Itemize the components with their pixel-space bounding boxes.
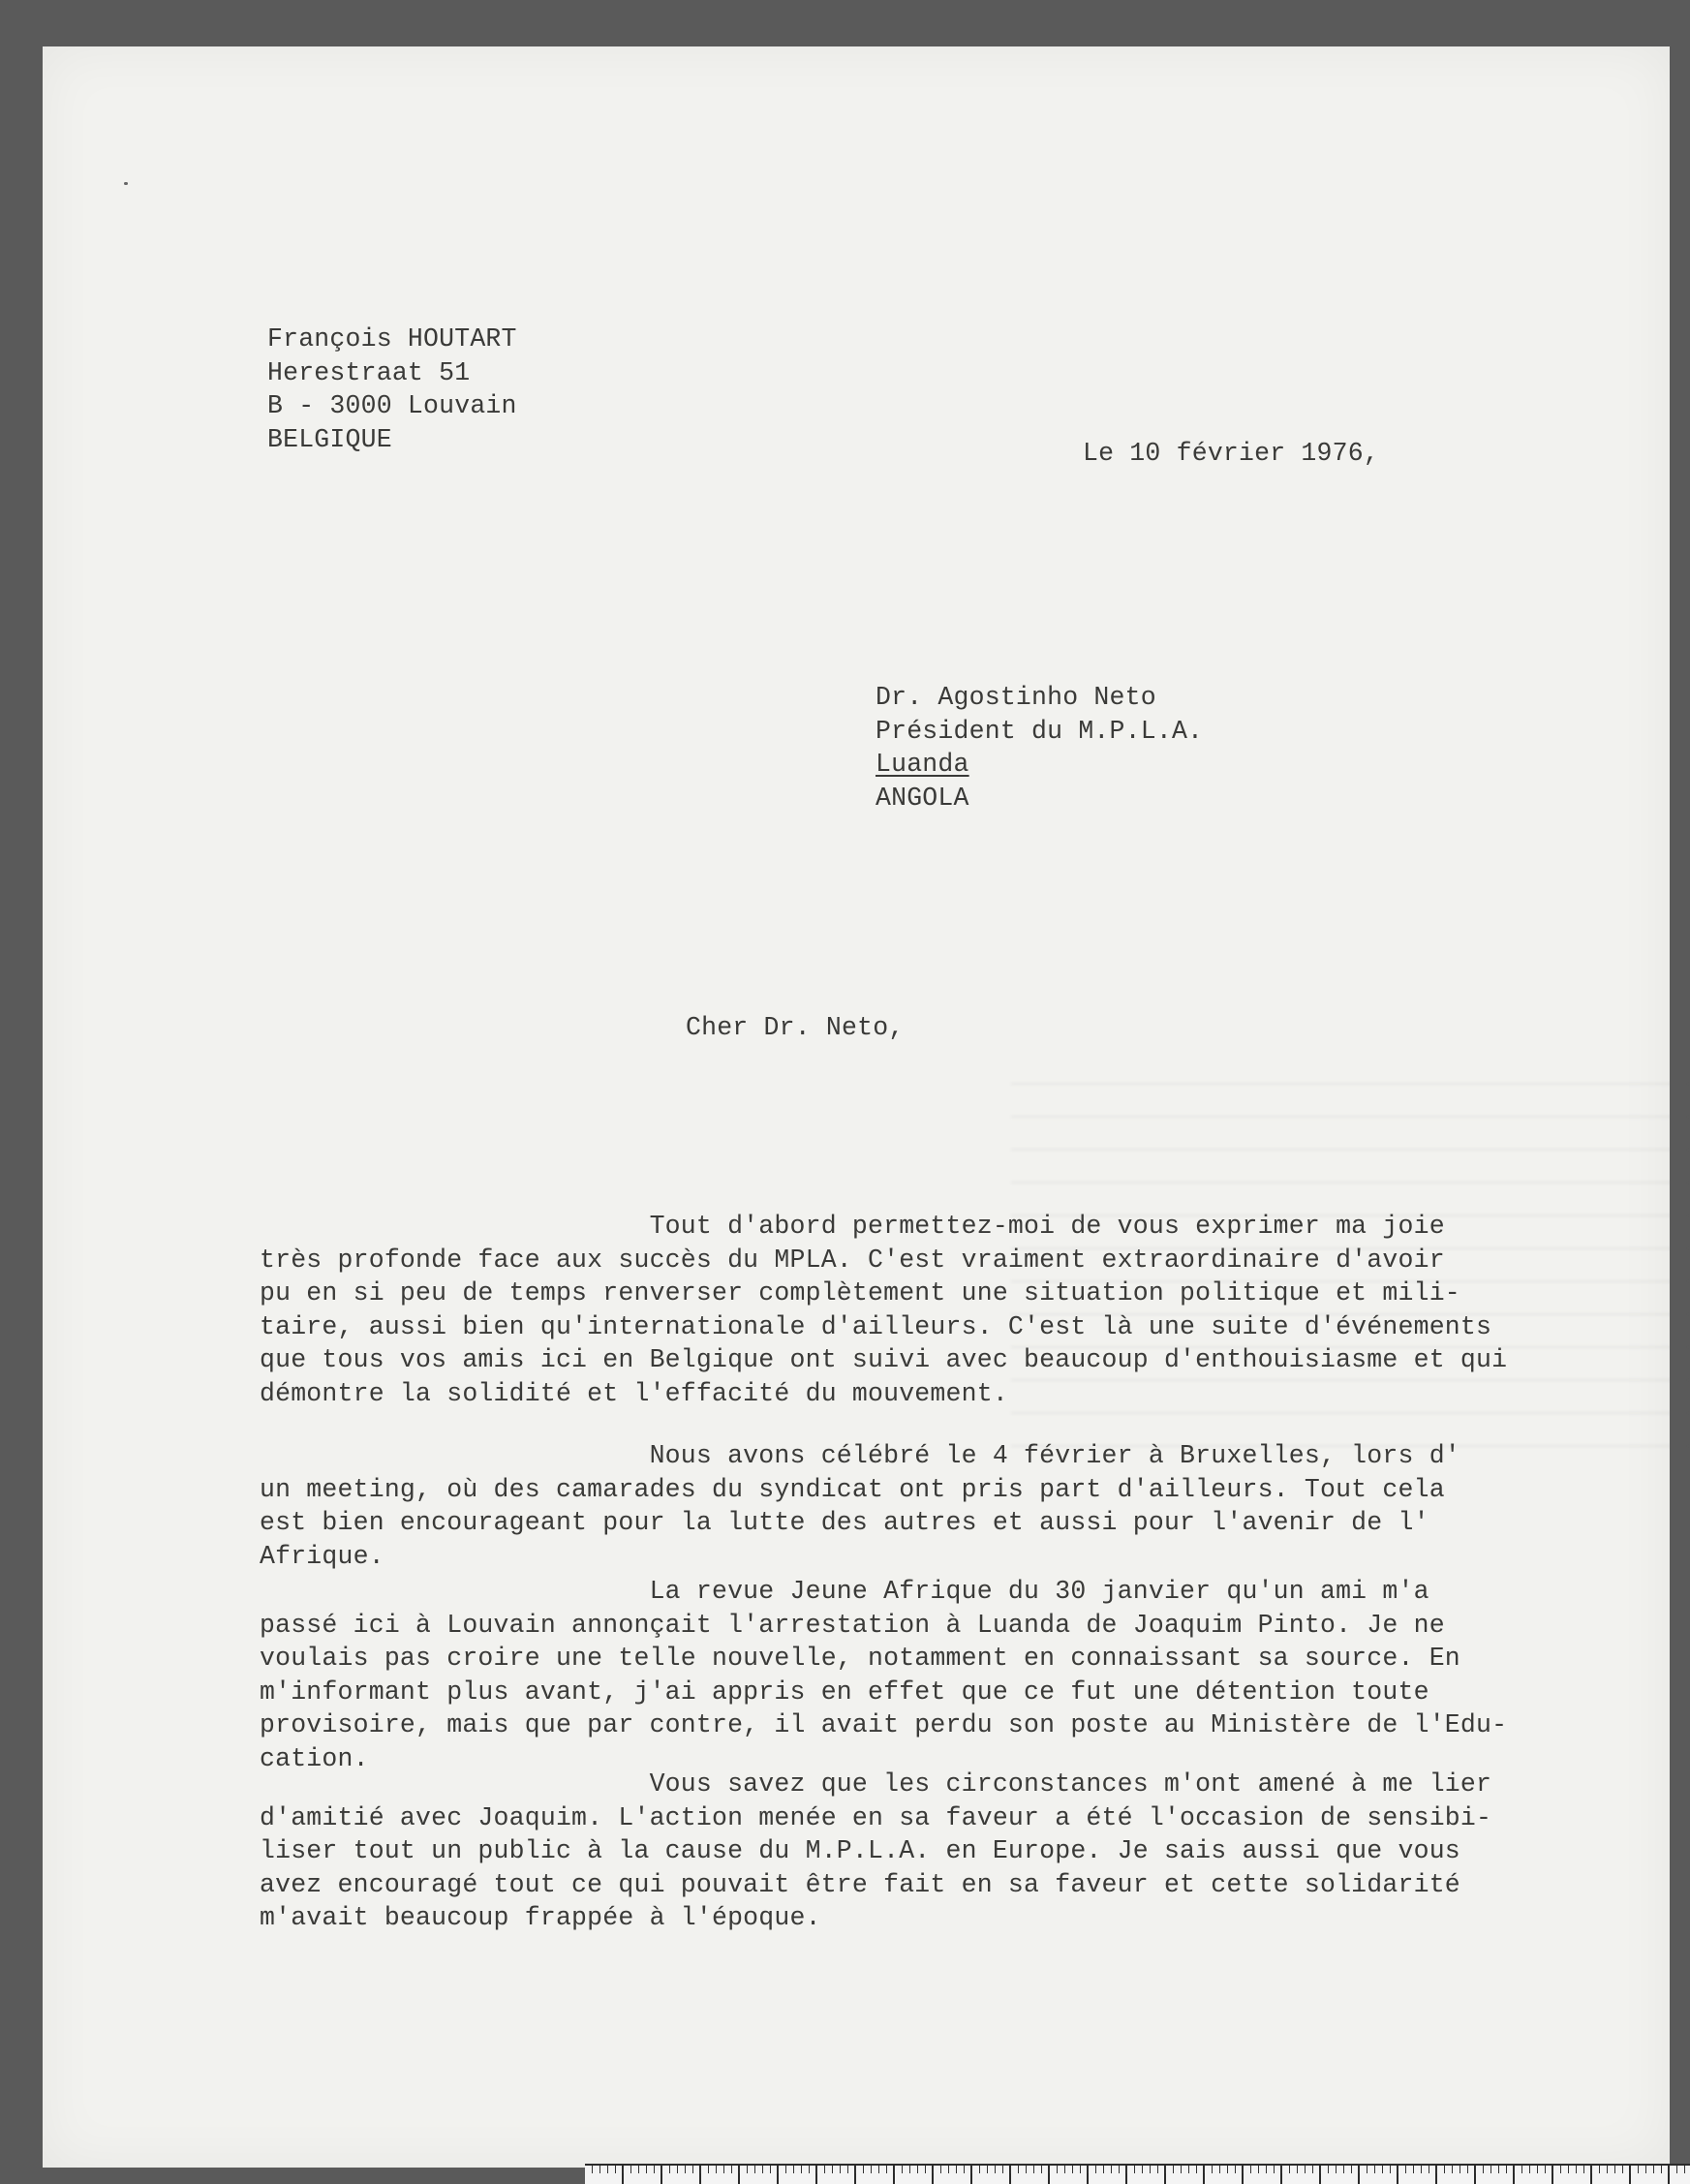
text-line: Vous savez que les circonstances m'ont amené à me lier: [260, 1769, 1492, 1799]
paragraph-1: [260, 1210, 1507, 1410]
sender-name: François HOUTART: [267, 324, 517, 354]
text-line: Nous avons célébré le 4 février à Bruxelles, lors d': [260, 1441, 1460, 1470]
text-line: avez encouragé tout ce qui pouvait être fait en sa faveur et cette solidarité: [260, 1869, 1460, 1899]
recipient-name: Dr. Agostinho Neto: [876, 683, 1156, 712]
letter-date: Le 10 février 1976,: [1083, 439, 1379, 468]
text-line: voulais pas croire une telle nouvelle, notamment en connaissant sa source. En: [260, 1644, 1460, 1673]
text-line: un meeting, où des camarades du syndicat ont pris part d'ailleurs. Tout cela: [260, 1474, 1445, 1504]
text-line: pu en si peu de temps renverser complètement une situation politique et mili-: [260, 1278, 1460, 1307]
recipient-country: ANGOLA: [876, 783, 969, 813]
sender-street: Herestraat 51: [267, 357, 471, 387]
text-line: liser tout un public à la cause du M.P.L.A. en Europe. Je sais aussi que vous: [260, 1836, 1460, 1865]
sender-address: [267, 323, 517, 456]
text-line: provisoire, mais que par contre, il avait perdu son poste au Ministère de l'Edu-: [260, 1710, 1508, 1739]
recipient-title: Président du M.P.L.A.: [876, 716, 1204, 746]
sender-city: B - 3000 Louvain: [267, 391, 517, 420]
text-line: d'amitié avec Joaquim. L'action menée en sa faveur a été l'occasion de sensibi-: [260, 1802, 1492, 1832]
text-line: taire, aussi bien qu'internationale d'ailleurs. C'est là une suite d'événements: [260, 1311, 1492, 1341]
text-line: que tous vos amis ici en Belgique ont suivi avec beaucoup d'enthouisiasme et qui: [260, 1345, 1508, 1374]
dust-speck: [124, 182, 128, 185]
text-line: m'avait beaucoup frappée à l'époque.: [260, 1903, 821, 1932]
text-line: passé ici à Louvain annonçait l'arrestation à Luanda de Joaquim Pinto. Je ne: [260, 1610, 1445, 1640]
text-line: démontre la solidité et l'effacité du mouvement.: [260, 1378, 1008, 1408]
salutation: Cher Dr. Neto,: [686, 1013, 905, 1042]
text-line: cation.: [260, 1743, 369, 1773]
text-line: est bien encourageant pour la lutte des autres et aussi pour l'avenir de l': [260, 1508, 1429, 1537]
text-line: m'informant plus avant, j'ai appris en effet que ce fut une détention toute: [260, 1676, 1429, 1707]
recipient-city: Luanda: [876, 750, 969, 779]
paragraph-4: [260, 1768, 1491, 1935]
text-line: Tout d'abord permettez-moi de vous exprimer ma joie: [260, 1212, 1445, 1241]
paragraph-3: [260, 1575, 1507, 1775]
scale-ruler: [585, 2164, 1690, 2184]
paragraph-2: [260, 1439, 1460, 1573]
recipient-address: [876, 681, 1203, 815]
text-line: Afrique.: [260, 1541, 384, 1571]
sender-country: BELGIQUE: [267, 424, 392, 454]
ruler-ticks: [585, 2166, 1690, 2173]
text-line: La revue Jeune Afrique du 30 janvier qu'un ami m'a: [260, 1577, 1429, 1606]
text-line: très profonde face aux succès du MPLA. C'est vraiment extraordinaire d'avoir: [260, 1245, 1445, 1275]
